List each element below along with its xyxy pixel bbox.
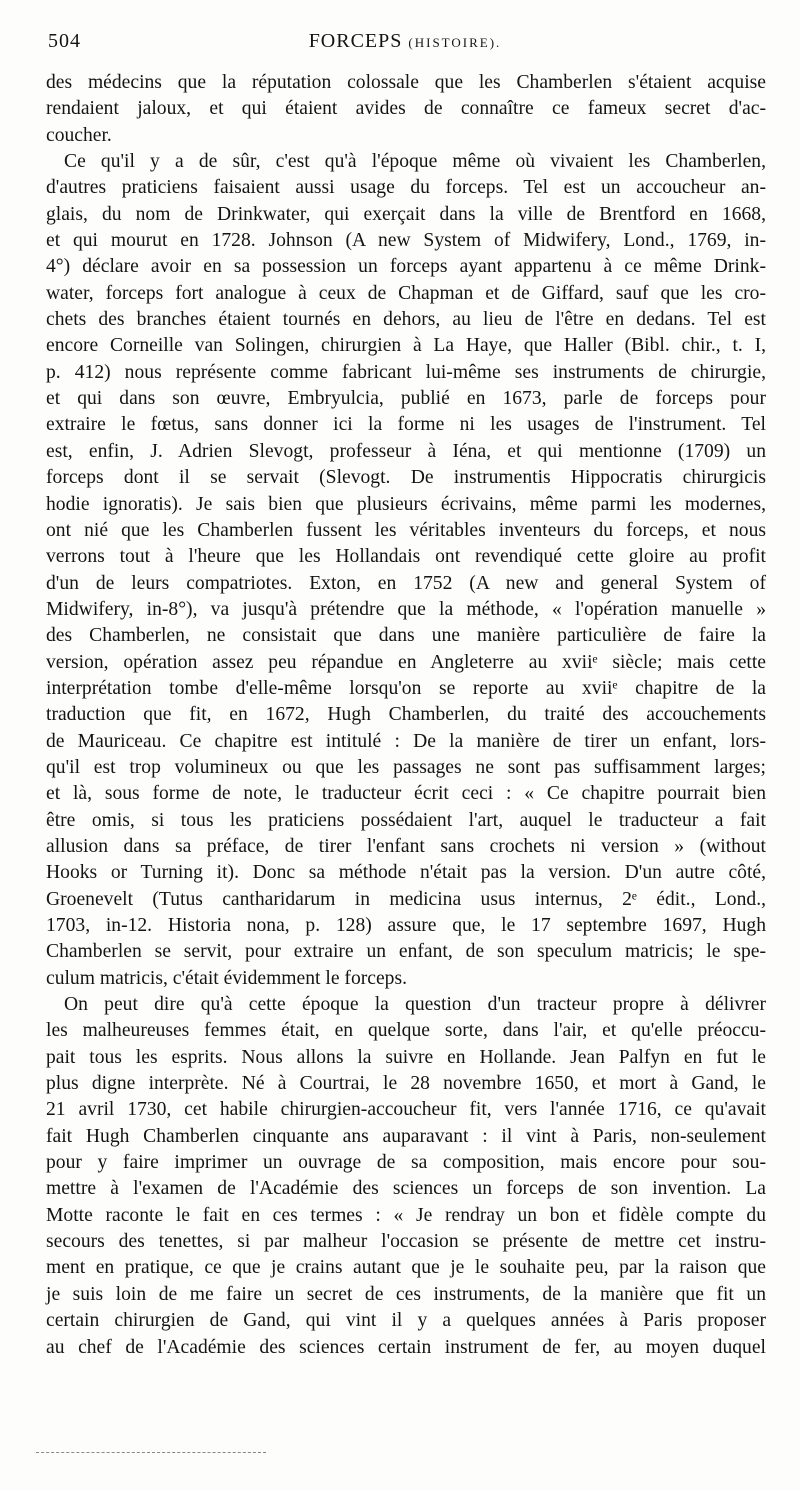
running-title-main: FORCEPS — [308, 30, 403, 52]
text-line: extraire le fœtus, sans donner ici la forme ni les usages de l'instrument. Tel — [46, 414, 766, 436]
text-line: fait Hugh Chamberlen cinquante ans auparavant : il vint à Paris, non-seulement — [46, 1125, 766, 1147]
text-line: être omis, si tous les praticiens possédaient l'art, auquel le traducteur a fait — [46, 809, 766, 831]
text-line: Motte raconte le fait en ces termes : « Je rendray un bon et fidèle compte du — [46, 1204, 766, 1226]
text-line: pait tous les esprits. Nous allons la suivre en Hollande. Jean Palfyn en fut le — [46, 1046, 766, 1068]
text-line: est, enfin, J. Adrien Slevogt, professeur à Iéna, et qui mentionne (1709) un — [46, 440, 766, 462]
text-line: coucher. — [46, 124, 112, 146]
bottom-rule — [36, 1452, 266, 1453]
text-line: rendaient jaloux, et qui étaient avides de connaître ce fameux secret d'ac- — [46, 98, 766, 120]
text-line: et qui dans son œuvre, Embryulcia, publié en 1673, parle de forceps pour — [46, 388, 766, 410]
text-line: version, opération assez peu répandue en Angleterre au xviiᵉ siècle; mais cette — [46, 651, 766, 673]
text-line: verrons tout à l'heure que les Hollandais ont revendiqué cette gloire au profit — [46, 546, 766, 568]
text-line: hodie ignoratis). Je sais bien que plusieurs écrivains, même parmi les modernes, — [46, 493, 766, 515]
text-line: chets des branches étaient tournés en dehors, au lieu de l'être en dedans. Tel est — [46, 309, 766, 331]
text-line: 21 avril 1730, cet habile chirurgien-accoucheur fit, vers l'année 1716, ce qu'avait — [46, 1099, 766, 1121]
text-line: et qui mourut en 1728. Johnson (A new System of Midwifery, Lond., 1769, in- — [46, 230, 766, 252]
text-line: Ce qu'il y a de sûr, c'est qu'à l'époque même où vivaient les Chamberlen, — [64, 151, 766, 173]
text-line: 1703, in-12. Historia nona, p. 128) assure que, le 17 septembre 1697, Hugh — [46, 915, 766, 936]
text-line: d'un de leurs compatriotes. Exton, en 1752 (A new and general System of — [46, 572, 766, 594]
text-line: encore Corneille van Solingen, chirurgien à La Haye, que Haller (Bibl. chir., t. I, — [46, 335, 766, 357]
text-line: Midwifery, in-8°), va jusqu'à prétendre que la méthode, « l'opération manuelle » — [46, 598, 766, 620]
text-line: allusion dans sa préface, de tirer l'enfant sans crochets ni version » (without — [46, 835, 766, 857]
text-line: ment en pratique, ce que je crains autant que je le souhaite peu, par la raison que — [46, 1257, 766, 1279]
body-text — [46, 70, 766, 1361]
text-line: qu'il est trop volumineux ou que les passages ne sont pas suffisamment larges; — [46, 756, 766, 778]
text-line: je suis loin de me faire un secret de ces instruments, de la manière que fit un — [46, 1283, 766, 1305]
text-line: de Mauriceau. Ce chapitre est intitulé : De la manière de tirer un enfant, lors- — [46, 730, 766, 752]
running-header — [46, 30, 764, 60]
text-line: au chef de l'Académie des sciences certain instrument de fer, au moyen duquel — [46, 1336, 766, 1358]
text-line: glais, du nom de Drinkwater, qui exerçait dans la ville de Brentford en 1668, — [46, 203, 766, 225]
text-line: plus digne interprète. Né à Courtrai, le 28 novembre 1650, et mort à Gand, le — [46, 1073, 766, 1095]
text-line: des médecins que la réputation colossale que les Chamberlen s'étaient acquise — [46, 72, 766, 93]
text-line: pour y faire imprimer un ouvrage de sa composition, mais encore pour sou- — [46, 1152, 766, 1174]
text-line: et là, sous forme de note, le traducteur écrit ceci : « Ce chapitre pourrait bien — [46, 783, 766, 805]
text-line: p. 412) nous représente comme fabricant lui-même ses instruments de chirurgie, — [46, 361, 766, 383]
page-number: 504 — [48, 30, 81, 52]
text-line: ont nié que les Chamberlen fussent les véritables inventeurs du forceps, et nous — [46, 519, 766, 541]
text-line: des Chamberlen, ne consistait que dans une manière particulière de faire la — [46, 625, 766, 647]
text-line: les malheureuses femmes était, en quelque sorte, dans l'air, et qu'elle préoccu- — [46, 1020, 766, 1042]
text-line: Groenevelt (Tutus cantharidarum in medicina usus internus, 2ᵉ édit., Lond., — [46, 888, 766, 910]
text-line: certain chirurgien de Gand, qui vint il y a quelques années à Paris proposer — [46, 1310, 766, 1332]
text-line: culum matricis, c'était évidemment le forceps. — [46, 967, 407, 989]
running-title-subtitle: (HISTOIRE). — [408, 35, 502, 50]
text-line: Chamberlen se servit, pour extraire un enfant, de son speculum matricis; le spe- — [46, 941, 766, 963]
text-line: 4°) déclare avoir en sa possession un forceps ayant appartenu à ce même Drink- — [46, 256, 766, 278]
text-line: interprétation tombe d'elle-même lorsqu'on se reporte au xviiᵉ chapitre de la — [46, 677, 766, 699]
text-line: traduction que fit, en 1672, Hugh Chamberlen, du traité des accouchements — [46, 704, 766, 726]
text-line: forceps dont il se servait (Slevogt. De instrumentis Hippocratis chirurgicis — [46, 467, 766, 489]
text-line: d'autres praticiens faisaient aussi usage du forceps. Tel est un accoucheur an- — [46, 177, 766, 199]
text-line: water, forceps fort analogue à ceux de Chapman et de Giffard, sauf que les cro- — [46, 282, 766, 304]
running-title — [46, 30, 764, 53]
text-line: mettre à l'examen de l'Académie des sciences un forceps de son invention. La — [46, 1178, 766, 1200]
text-line: Hooks or Turning it). Donc sa méthode n'était pas la version. D'un autre côté, — [46, 862, 766, 884]
text-line: On peut dire qu'à cette époque la question d'un tracteur propre à délivrer — [64, 994, 766, 1016]
text-line: secours des tenettes, si par malheur l'occasion se présente de mettre cet instru- — [46, 1231, 766, 1253]
